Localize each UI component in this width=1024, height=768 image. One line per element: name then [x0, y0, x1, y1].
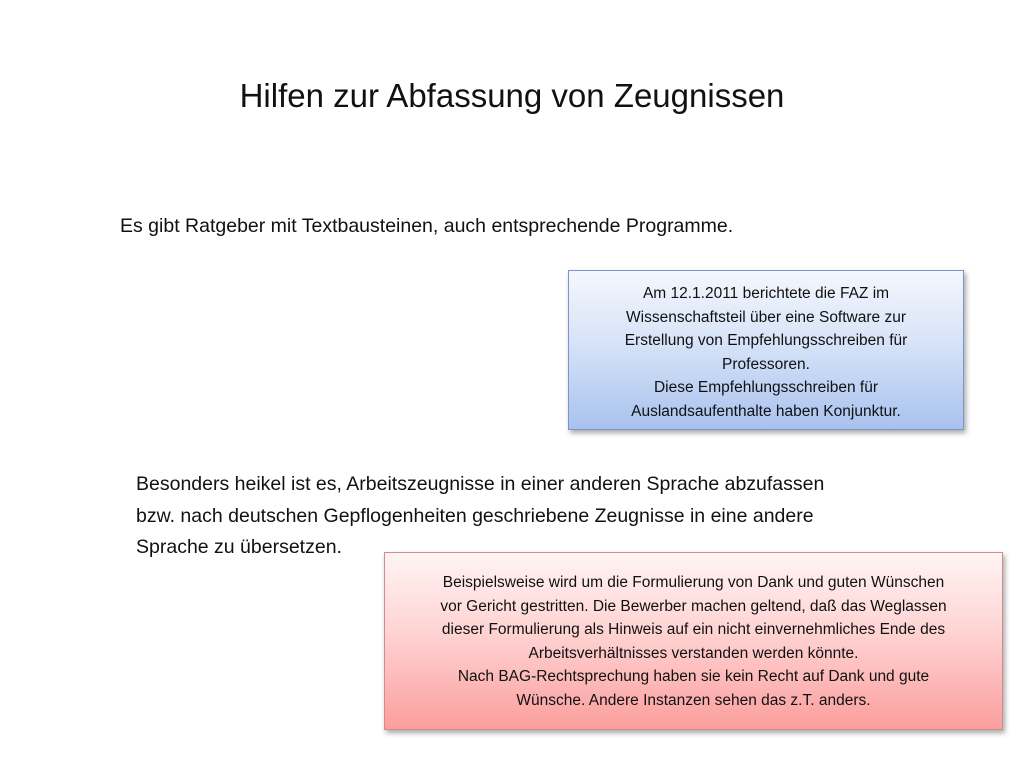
court-note-line: Wünsche. Andere Instanzen sehen das z.T. anders. [516, 691, 871, 709]
court-note-box [384, 552, 1003, 730]
court-note-line: Nach BAG-Rechtsprechung haben sie kein Recht auf Dank und gute [457, 668, 930, 685]
slide-title: Hilfen zur Abfassung von Zeugnissen [239, 77, 785, 114]
faz-note-line: Diese Empfehlungsschreiben für [653, 379, 878, 396]
body-line: bzw. nach deutschen Gepflogenheiten geschriebene Zeugnisse in eine andere [136, 504, 814, 527]
faz-note-line: Erstellung von Empfehlungsschreiben für [624, 332, 908, 349]
intro-text: Es gibt Ratgeber mit Textbausteinen, auch entsprechende Programme. [120, 215, 734, 237]
body-paragraph [136, 469, 966, 564]
body-line: Besonders heikel ist es, Arbeitszeugnisse in einer anderen Sprache abzufassen [136, 473, 825, 495]
court-note-line: vor Gericht gestritten. Die Bewerber machen geltend, daß das Weglassen [440, 597, 947, 615]
court-note-line: Arbeitsverhältnisses verstanden werden könnte. [528, 644, 859, 662]
faz-note-line: Wissenschaftsteil über eine Software zur [626, 308, 906, 326]
court-note-line: Beispielsweise wird um die Formulierung von Dank und guten Wünschen [442, 574, 945, 591]
faz-note-line: Professoren. [722, 355, 810, 373]
faz-note-line: Am 12.1.2011 berichtete die FAZ im [642, 285, 890, 302]
court-note-line: dieser Formulierung als Hinweis auf ein nicht einvernehmliches Ende des [441, 621, 946, 638]
body-line: Sprache zu übersetzen. [136, 536, 342, 558]
faz-note-box [568, 270, 964, 430]
faz-note-line: Auslandsaufenthalte haben Konjunktur. [631, 402, 901, 420]
